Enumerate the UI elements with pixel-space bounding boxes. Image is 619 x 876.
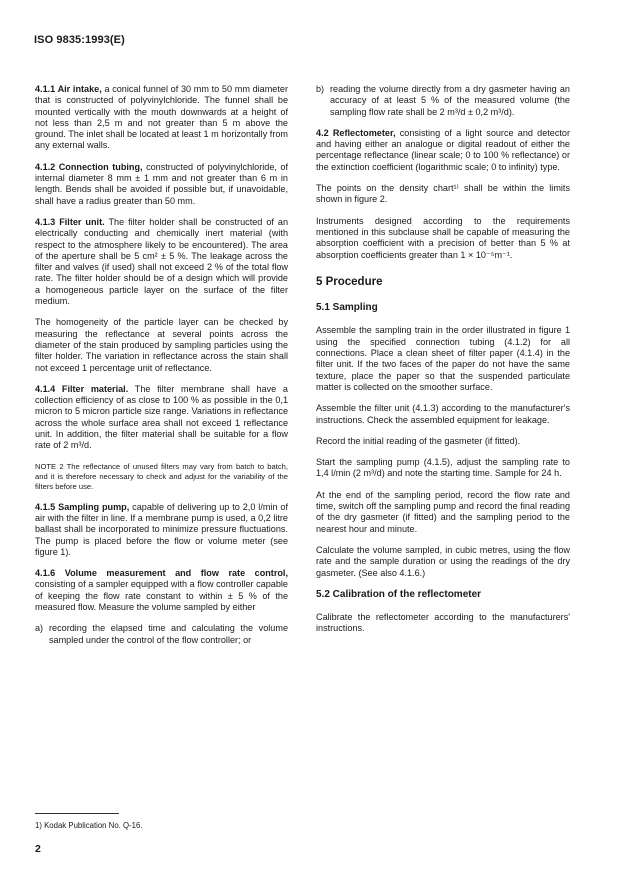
list-item-b-text: reading the volume directly from a dry gasmeter having an accuracy of at least 5 % of the measured volume (the sampling flow rate shall be 2 m³/d ± 0,2 m³/d). xyxy=(330,84,570,117)
footnote: 1) Kodak Publication No. Q-16. xyxy=(35,821,143,830)
heading-sampling: 5.1 Sampling xyxy=(316,302,378,314)
clause-4-1-5 xyxy=(35,502,288,558)
clause-4-1-2-title: 4.1.2 Connection tubing, xyxy=(35,161,143,172)
list-item-b xyxy=(316,84,570,118)
clause-4-1-3-body: The filter holder shall be constructed of an electrically conducting and chemically inert material (with respect to the atmosphere likely to be encountered). The area of the aperture shall be 5 cm² ± 5 %. The leakage across the filter and valves (if used) shall not exceed 2 % of the total flow rate. The filter holder should be of a design which will provide a homogeneous particle layer on the surface of the filter medium. xyxy=(35,216,288,307)
page-number: 2 xyxy=(35,843,41,855)
clause-4-1-5-body: capable of delivering up to 2,0 l/min of air with the filter in line. If a membrane pump is used, a 0,2 litre ballast shall be incorporated to minimize pressure fluctuations. The pump is placed before the flow or volume meter (see figure 1). xyxy=(35,501,288,557)
clause-4-1-2 xyxy=(35,162,288,207)
clause-5-1-paragraph-2: Assemble the filter unit (4.1.3) according to the manufacturer's instructions. Check the assembled equipment for leakage. xyxy=(316,403,570,425)
clause-4-1-1 xyxy=(35,84,288,152)
clause-5-1-paragraph-1: Assemble the sampling train in the order illustrated in figure 1 using the specified connection tubing (4.1.2) for all connections. Place a clean sheet of filter paper (4.1.4) in the filter unit. If the two faces of the paper do not have the same texture, place the paper so that the suspended particulate matter is collected on the smoother surface. xyxy=(316,325,570,392)
footnote-divider xyxy=(35,813,119,814)
clause-4-2-paragraph-3: Instruments designed according to the requirements mentioned in this subclause shall be capable of measuring the absorption coefficient with a precision of better than 5 % at absorption coefficients greater than 1 × 10⁻⁵m⁻¹. xyxy=(316,215,570,260)
list-item-b-label: b) xyxy=(316,84,325,94)
clause-4-1-3 xyxy=(35,217,288,307)
clause-4-1-1-body: a conical funnel of 30 mm to 50 mm diameter that is constructed of polyvinylchloride. The funnel shall be mounted vertically with the mouth downwards at a height of not less than 2,5 m and not greater than 5 m above the ground. The inlet shall be located at least 1 m horizontally from any external walls. xyxy=(35,84,288,151)
left-column xyxy=(35,84,288,656)
clause-5-1-paragraph-5: At the end of the sampling period, record the flow rate and time, switch off the sampling pump and record the final reading of the dry gasmeter (if fitted) and the sampling period to the nearest hour and minute. xyxy=(316,489,570,534)
clause-5-1-paragraph-6: Calculate the volume sampled, in cubic metres, using the flow rate and the sample duration or using the readings of the dry gasmeter. (See also 4.1.6.) xyxy=(316,544,570,578)
right-column xyxy=(316,84,570,645)
heading-procedure: 5 Procedure xyxy=(316,275,383,288)
clause-4-1-4 xyxy=(35,384,288,452)
list-item-a xyxy=(35,623,288,646)
clause-4-2-paragraph-2: The points on the density chart¹⁾ shall be within the limits shown in figure 2. xyxy=(316,183,570,205)
clause-4-1-6-title: 4.1.6 Volume measurement and flow rate control, xyxy=(35,568,288,579)
clause-4-2-body: consisting of a light source and detector and having either an analogue or digital readout of either the percentage reflectance (linear scale; 0 to 100 % reflectance) or the extinction coefficient (logarithmic scale; 0 to infinity) type. xyxy=(316,127,570,172)
clause-4-1-4-body: The filter membrane shall have a collection efficiency of as close to 100 % as possible in the 0,1 micron to 5 micron particle size range. Variations in reflectance across the whole surface area shall not exceed 1 reflectance unit. In addition, the filter material shall be suitable for a flow rate of 2 m³/d. xyxy=(35,383,288,451)
clause-4-2-title: 4.2 Reflectometer, xyxy=(316,127,396,138)
heading-calibration: 5.2 Calibration of the reflectometer xyxy=(316,588,482,600)
clause-4-1-6 xyxy=(35,568,288,613)
clause-4-1-1-title: 4.1.1 Air intake, xyxy=(35,84,102,94)
note-2: NOTE 2 The reflectance of unused filters may vary from batch to batch, and it is therefore necessary to check and adjust for the variability of the filters before use. xyxy=(35,461,288,491)
clause-4-1-3-title: 4.1.3 Filter unit. xyxy=(35,216,105,227)
clause-5-1-paragraph-4: Start the sampling pump (4.1.5), adjust the sampling rate to 1,4 l/min (2 m³/d) and note the starting time. Sample for 24 h. xyxy=(316,457,570,479)
clause-4-2 xyxy=(316,128,570,173)
clause-4-1-3-paragraph-2: The homogeneity of the particle layer can be checked by measuring the reflectance at several points across the diameter of the stain produced by sampling particles using the filter holder. The variation in reflectance across the stain shall not exceed 1 percentage unit of reflectance. xyxy=(35,317,288,373)
clause-5-1-paragraph-3: Record the initial reading of the gasmeter (if fitted). xyxy=(316,435,521,446)
clause-4-1-4-title: 4.1.4 Filter material. xyxy=(35,383,129,394)
clause-4-1-2-body: constructed of polyvinylchloride, of internal diameter 8 mm ± 1 mm and not greater than 6 m in length. Bends shall be avoided if possible but, if unavoidable, shall have a radius greater than 50 mm. xyxy=(35,161,288,206)
standard-header: ISO 9835:1993(E) xyxy=(34,34,125,46)
list-item-a-text: recording the elapsed time and calculating the volume sampled under the control of the flow controller; or xyxy=(49,623,288,645)
clause-4-1-6-body: consisting of a sampler equipped with a flow controller capable of keeping the flow rate constant to within ± 5 % of the measured flow. Measure the volume sampled by either xyxy=(35,579,288,612)
clause-4-1-5-title: 4.1.5 Sampling pump, xyxy=(35,501,130,512)
clause-5-2-paragraph-1: Calibrate the reflectometer according to the manufacturers' instructions. xyxy=(316,612,570,634)
list-item-a-label: a) xyxy=(35,623,44,634)
